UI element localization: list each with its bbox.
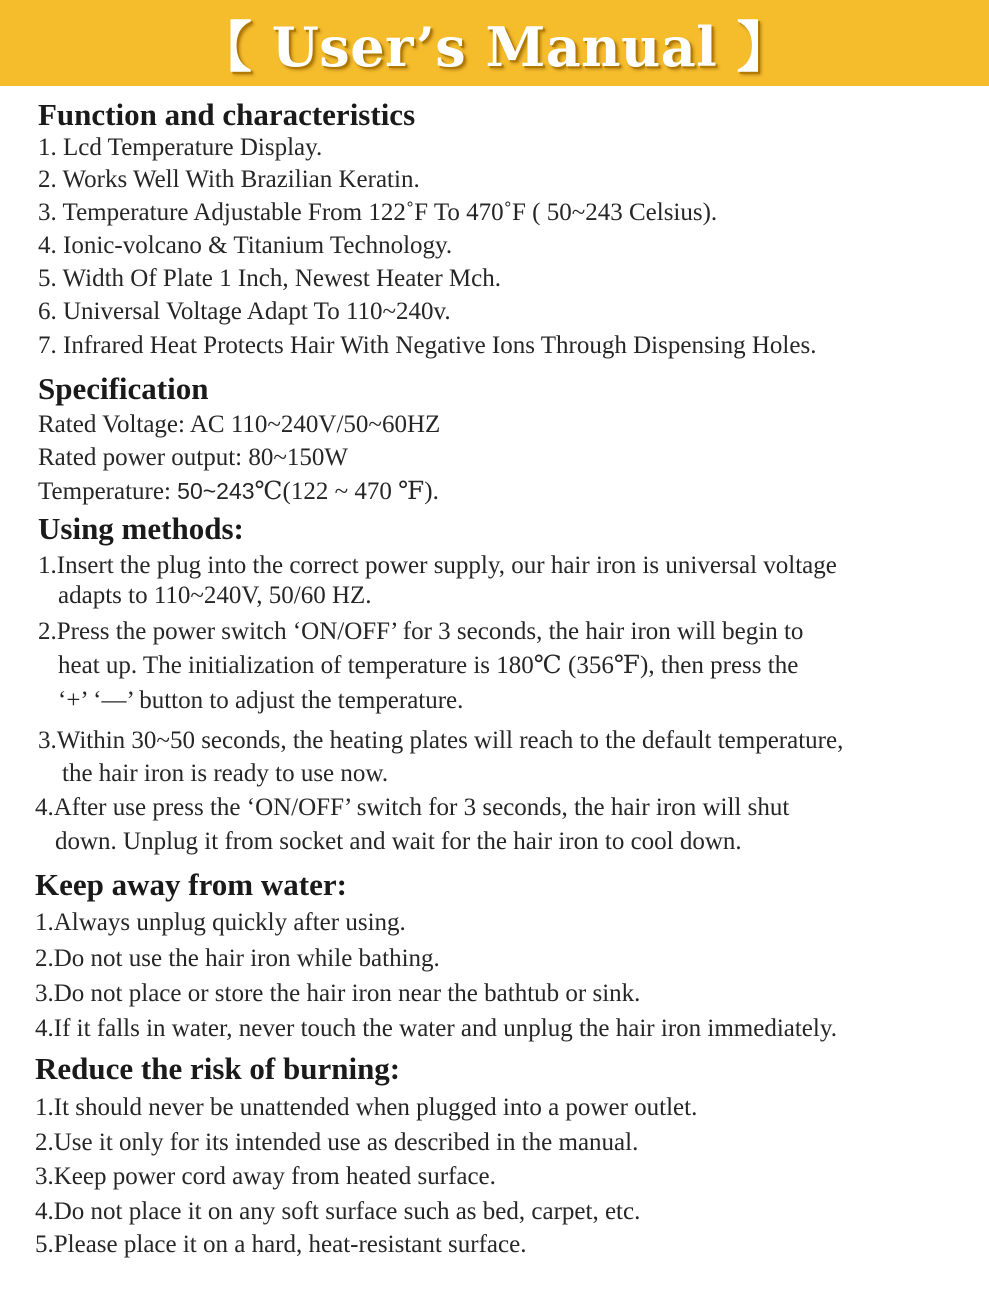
spec-temperature-label: Temperature: [38,478,178,505]
using-line: 1.Insert the plug into the correct power supply, our hair iron is universal voltage [38,552,837,579]
function-item: 5. Width Of Plate 1 Inch, Newest Heater Mch. [38,265,501,292]
using-heading: Using methods: [38,511,244,546]
using-line: 2.Press the power switch ‘ON/OFF’ for 3 seconds, the hair iron will begin to [38,618,804,645]
using-line: 4.After use press the ‘ON/OFF’ switch for 3 seconds, the hair iron will shut [35,794,790,821]
function-item: 7. Infrared Heat Protects Hair With Negative Ions Through Dispensing Holes. [38,332,817,359]
specification-heading: Specification [38,371,209,406]
spec-temperature-value: 50~243 [177,478,255,504]
water-item: 2.Do not use the hair iron while bathing. [35,945,440,972]
water-item: 3.Do not place or store the hair iron near the bathtub or sink. [35,980,641,1007]
water-item: 1.Always unplug quickly after using. [35,909,406,936]
spec-temperature [38,476,439,506]
burning-item: 2.Use it only for its intended use as described in the manual. [35,1129,639,1156]
title-banner [0,0,989,86]
using-line: down. Unplug it from socket and wait for the hair iron to cool down. [55,828,742,855]
using-line: adapts to 110~240V, 50/60 HZ. [58,582,372,609]
function-item: 2. Works Well With Brazilian Keratin. [38,166,420,193]
function-item: 1. Lcd Temperature Display. [38,134,323,161]
burning-item: 5.Please place it on a hard, heat-resistant surface. [35,1231,527,1258]
function-item: 3. Temperature Adjustable From 122˚F To 470˚F ( 50~243 Celsius). [38,199,718,226]
spec-rated-voltage: Rated Voltage: AC 110~240V/50~60HZ [38,411,441,438]
using-line: heat up. The initialization of temperature is 180℃ (356℉), then press the [58,652,799,679]
function-item: 4. Ionic-volcano & Titanium Technology. [38,232,453,259]
burning-item: 4.Do not place it on any soft surface such as bed, carpet, etc. [35,1198,641,1225]
function-item: 6. Universal Voltage Adapt To 110~240v. [38,298,451,325]
burning-item: 3.Keep power cord away from heated surface. [35,1163,496,1190]
using-line: the hair iron is ready to use now. [62,760,389,787]
water-item: 4.If it falls in water, never touch the water and unplug the hair iron immediately. [35,1015,837,1042]
using-line: ‘+’ ‘—’ button to adjust the temperature. [58,687,464,714]
manual-title: 【 User’s Manual 】 [197,14,792,79]
spec-rated-power: Rated power output: 80~150W [38,444,348,471]
burning-item: 1.It should never be unattended when plugged into a power outlet. [35,1094,698,1121]
spec-temperature-rest: ℃(122 ~ 470 ℉). [254,478,439,505]
water-heading: Keep away from water: [35,867,347,902]
burning-heading: Reduce the risk of burning: [35,1051,401,1086]
using-line: 3.Within 30~50 seconds, the heating plates will reach to the default temperature, [38,727,844,754]
function-heading: Function and characteristics [38,97,416,132]
